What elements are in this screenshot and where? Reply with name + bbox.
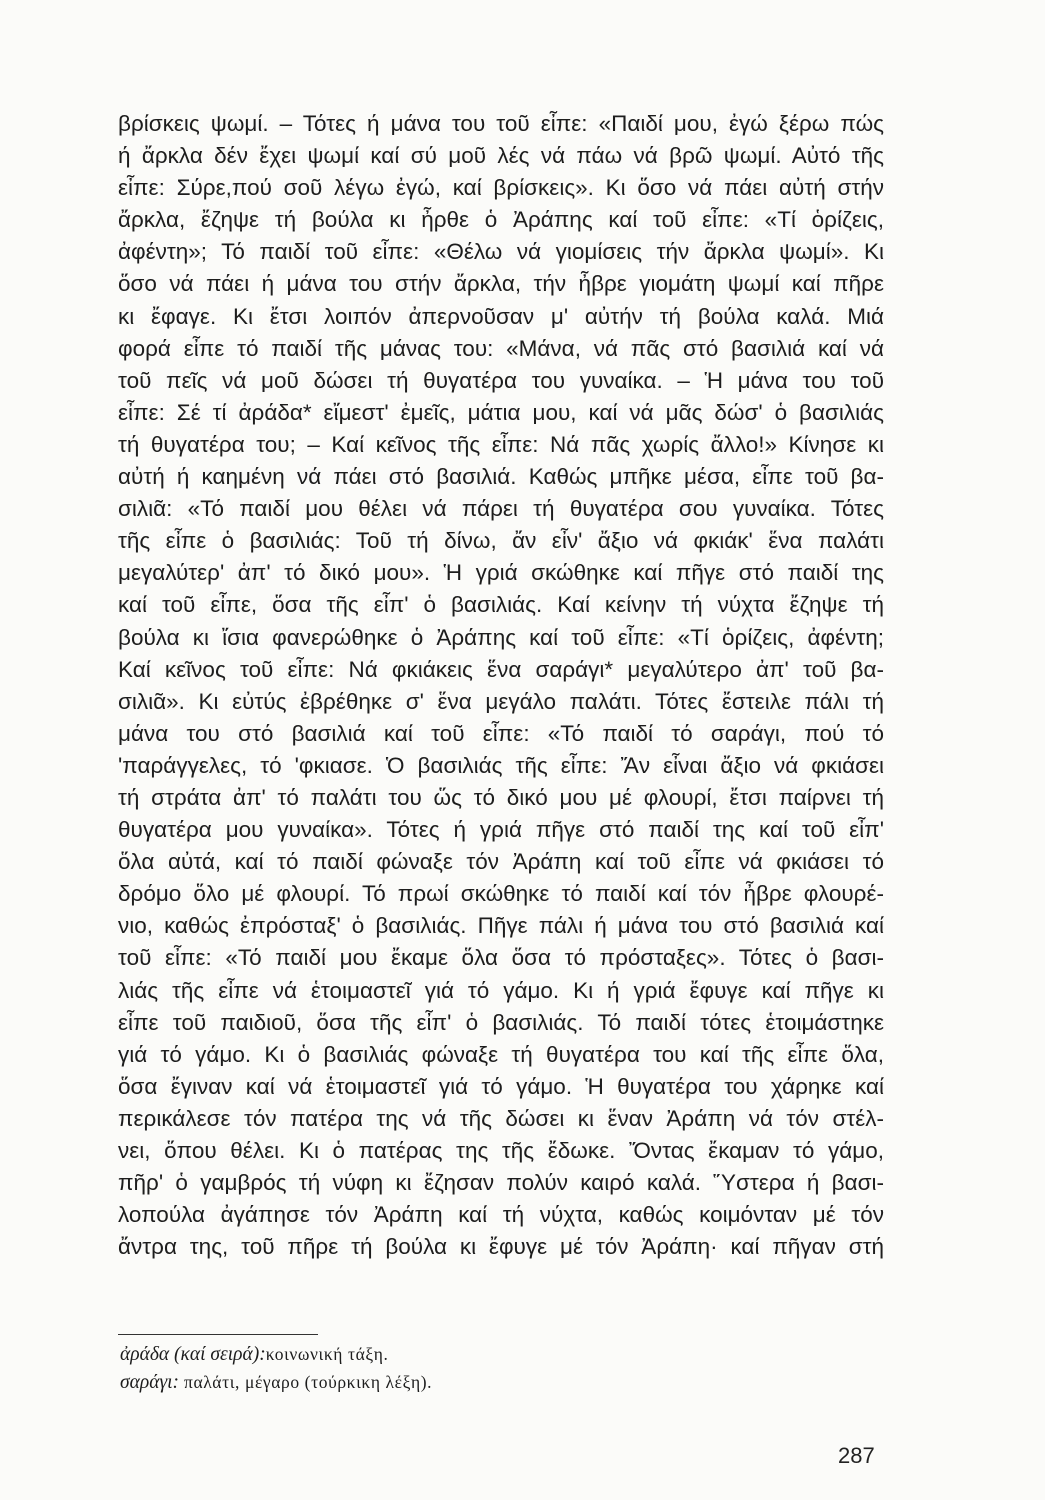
text-line: ἀφέντη»; Τό παιδί τοῦ εἶπε: «Θέλω νά γιομίσεις τήν ἄρκλα ψωμί». Κι xyxy=(118,239,884,265)
text-line: λιάς τῆς εἶπε νά ἑτοιμαστεῖ γιά τό γάμο. Κι ή γριά ἔφυγε καί πῆγε κι xyxy=(118,977,884,1003)
text-line: τή θυγατέρα του; – Καί κεῖνος τῆς εἶπε: Νά πᾶς χωρίς ἄλλο!» Κίνησε κι xyxy=(118,431,884,457)
text-line: γιά τό γάμο. Κι ὁ βασιλιάς φώναξε τή θυγατέρα του καί τῆς εἶπε ὅλα, xyxy=(118,1041,884,1067)
text-line: νιο, καθώς ἐπρόσταξ' ὁ βασιλιάς. Πῆγε πάλι ή μάνα του στό βασιλιά καί xyxy=(118,913,884,939)
text-line: τή στράτα ἀπ' τό παλάτι του ὥς τό δικό μου μέ φλουρί, ἔτσι παίρνει τή xyxy=(118,784,884,810)
text-line: βρίσκεις ψωμί. – Τότες ή μάνα του τοῦ εἶπε: «Παιδί μου, ἐγώ ξέρω πώς xyxy=(118,111,884,136)
text-line: αὐτή ή καημένη νά πάει στό βασιλιά. Καθώς μπῆκε μέσα, εἶπε τοῦ βα- xyxy=(118,464,884,490)
body-text xyxy=(118,108,884,1263)
page-number: 287 xyxy=(838,1443,875,1468)
text-line: τοῦ εἶπε: «Τό παιδί μου ἔκαμε ὅλα ὅσα τό πρόσταξες». Τότες ὁ βασι- xyxy=(118,945,884,971)
text-line: ἄρκλα, ἔζηψε τή βούλα κι ἦρθε ὁ Ἀράπης καί τοῦ εἶπε: «Τί ὁρίζεις, xyxy=(118,207,884,233)
footnote-term: ἀράδα (καί σειρά): xyxy=(120,1344,266,1365)
text-line: Καί κεῖνος τοῦ εἶπε: Νά φκιάκεις ἕνα σαράγι* μεγαλύτερο ἀπ' τοῦ βα- xyxy=(118,656,884,682)
text-line: ή ἄρκλα δέν ἔχει ψωμί καί σύ μοῦ λές νά πάω νά βρῶ ψωμί. Αὐτό τῆς xyxy=(118,143,884,169)
text-line: μεγαλύτερ' ἀπ' τό δικό μου». Ἡ γριά σκώθηκε καί πῆγε στό παιδί της xyxy=(118,560,884,586)
footnote xyxy=(120,1368,432,1396)
footnote xyxy=(120,1340,432,1368)
text-line: ὅσα ἔγιναν καί νά ἑτοιμαστεῖ γιά τό γάμο. Ἡ θυγατέρα του χάρηκε καί xyxy=(118,1073,884,1099)
text-line: ἄντρα της, τοῦ πῆρε τή βούλα κι ἔφυγε μέ τόν Ἀράπη· καί πῆγαν στή xyxy=(118,1234,884,1260)
footnote-definition: παλάτι, μέγαρο (τούρκικη λέξη). xyxy=(179,1372,433,1392)
text-line: 'παράγγελες, τό 'φκιασε. Ὁ βασιλιάς τῆς εἶπε: Ἄν εἶναι ἄξιο νά φκιάσει xyxy=(118,752,884,778)
text-line: εἶπε: Σύρε,πού σοῦ λέγω ἐγώ, καί βρίσκεις». Κι ὅσο νά πάει αὐτή στήν xyxy=(118,175,884,201)
footnotes xyxy=(120,1340,432,1396)
text-line: θυγατέρα μου γυναίκα». Τότες ή γριά πῆγε στό παιδί της καί τοῦ εἶπ' xyxy=(118,817,884,843)
text-line: δρόμο ὅλο μέ φλουρί. Τό πρωί σκώθηκε τό παιδί καί τόν ἦβρε φλουρέ- xyxy=(118,881,884,907)
text-line: τῆς εἶπε ὁ βασιλιάς: Τοῦ τή δίνω, ἄν εἶν' ἄξιο νά φκιάκ' ἕνα παλάτι xyxy=(118,528,884,554)
text-line: εἶπε τοῦ παιδιοῦ, ὅσα τῆς εἶπ' ὁ βασιλιάς. Τό παιδί τότες ἑτοιμάστηκε xyxy=(118,1009,884,1035)
text-line: μάνα του στό βασιλιά καί τοῦ εἶπε: «Τό παιδί τό σαράγι, πού τό xyxy=(118,720,884,746)
text-line: νει, ὅπου θέλει. Κι ὁ πατέρας της τῆς ἔδωκε. Ὄντας ἔκαμαν τό γάμο, xyxy=(118,1138,884,1163)
footnote-rule xyxy=(118,1334,318,1335)
text-line: ὅσο νά πάει ή μάνα του στήν ἄρκλα, τήν ἦβρε γιομάτη ψωμί καί πῆρε xyxy=(118,271,884,297)
text-line: καί τοῦ εἶπε, ὅσα τῆς εἶπ' ὁ βασιλιάς. Καί κείνην τή νύχτα ἔζηψε τή xyxy=(118,592,884,618)
text-line: βούλα κι ἴσια φανερώθηκε ὁ Ἀράπης καί τοῦ εἶπε: «Τί ὁρίζεις, ἀφέντη; xyxy=(118,624,884,650)
text-line: ὅλα αὐτά, καί τό παιδί φώναξε τόν Ἀράπη καί τοῦ εἶπε νά φκιάσει τό xyxy=(118,849,884,875)
text-line: φορά εἶπε τό παιδί τῆς μάνας του: «Μάνα, νά πᾶς στό βασιλιά καί νά xyxy=(118,335,884,361)
text-line: περικάλεσε τόν πατέρα της νά τῆς δώσει κι ἕναν Ἀράπη νά τόν στέλ- xyxy=(118,1105,884,1131)
footnote-definition: κοινωνική τάξη. xyxy=(265,1344,389,1364)
text-line: πῆρ' ὁ γαμβρός τή νύφη κι ἔζησαν πολύν καιρό καλά. Ὕστερα ή βασι- xyxy=(118,1170,884,1196)
text-line: σιλιᾶ: «Τό παιδί μου θέλει νά πάρει τή θυγατέρα σου γυναίκα. Τότες xyxy=(118,496,884,522)
footnote-term: σαράγι: xyxy=(120,1372,180,1393)
text-line: σιλιᾶ». Κι εὐτύς ἐβρέθηκε σ' ἕνα μεγάλο παλάτι. Τότες ἔστειλε πάλι τή xyxy=(118,688,884,714)
text-line: λοπούλα ἀγάπησε τόν Ἀράπη καί τή νύχτα, καθώς κοιμόνταν μέ τόν xyxy=(118,1202,884,1228)
text-line: τοῦ πεῖς νά μοῦ δώσει τή θυγατέρα του γυναίκα. – Ἡ μάνα του τοῦ xyxy=(118,367,884,393)
text-line: κι ἔφαγε. Κι ἔτσι λοιπόν ἀπερνοῦσαν μ' αὐτήν τή βούλα καλά. Μιά xyxy=(118,303,884,329)
text-line: εἶπε: Σέ τί ἀράδα* εἴμεστ' ἐμεῖς, μάτια μου, καί νά μᾶς δώσ' ὁ βασιλιάς xyxy=(118,399,884,425)
